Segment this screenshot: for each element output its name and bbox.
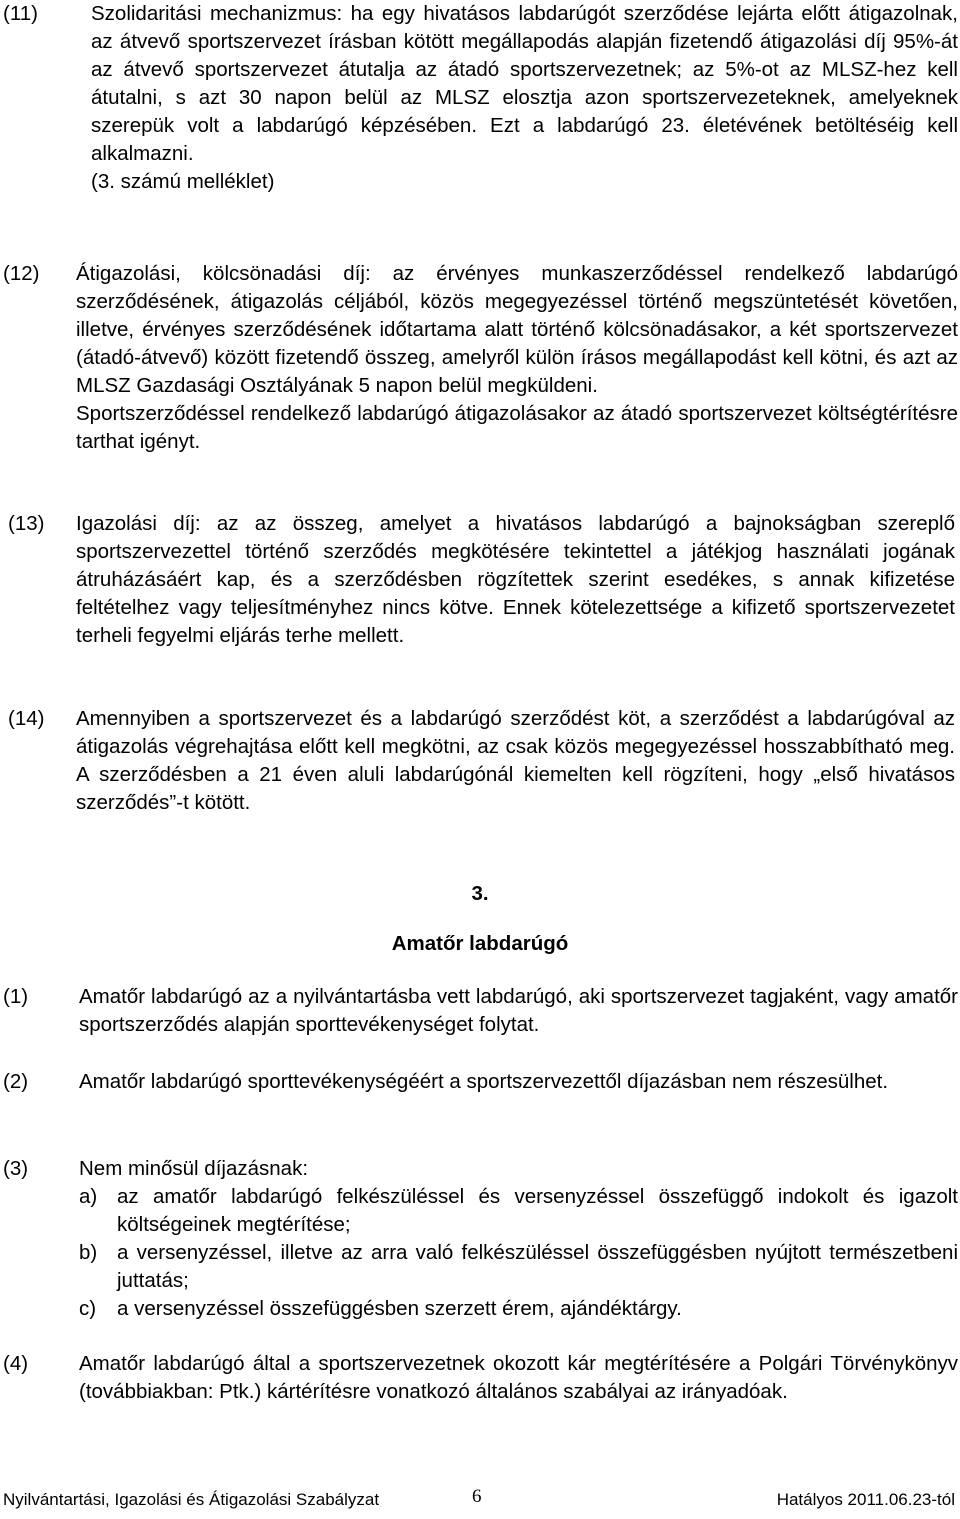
paragraph-text: Igazolási díj: az az összeg, amelyet a hivatásos labdarúgó a bajnokságban szereplő sportszervezettel történő szerződés megkötésére tekintettel a játékjog használati jogának átruházásáért kap, és a szerződésben rögzítettek szerint esedékes, s annak kifizetése feltételhez vagy teljesítményhez nincs kötve. Ennek kötelezettsége a kifizető sportszervezetet terheli fegyelmi eljárás terhe mellett. [76, 512, 955, 647]
list-intro: Nem minősül díjazásnak: [79, 1157, 309, 1180]
reference-note: (3. számú melléklet) [91, 170, 275, 193]
paragraph-number: (4) [3, 1352, 29, 1375]
paragraph-number: (12) [3, 262, 40, 285]
list-item-text: az amatőr labdarúgó felkészüléssel és versenyzéssel összefüggő indokolt és igazolt költségeinek megtérítése; [117, 1185, 958, 1236]
section-title: Amatőr labdarúgó [391, 932, 569, 955]
paragraph-number: (3) [3, 1157, 29, 1180]
paragraph-number: (14) [8, 707, 45, 730]
footer-page-number: 6 [472, 1486, 482, 1507]
paragraph-text: Amatőr labdarúgó által a sportszervezetnek okozott kár megtérítésére a Polgári Törvénykönyv (továbbiakban: Ptk.) kártérítésre vonatkozó általános szabályai az irányadóak. [79, 1352, 958, 1403]
paragraph-text: Amatőr labdarúgó az a nyilvántartásba vett labdarúgó, aki sportszervezet tagjaként, vagy amatőr sportszerződés alapján sporttevékenységet folytat. [79, 985, 958, 1036]
list-item [79, 1295, 958, 1323]
footer-effective-date: Hatályos 2011.06.23-tól [776, 1490, 955, 1509]
paragraph-number: (13) [8, 512, 45, 535]
paragraph-text: Amatőr labdarúgó sporttevékenységéért a sportszervezettől díjazásban nem részesülhet. [79, 1070, 889, 1093]
paragraph-text: Amennyiben a sportszervezet és a labdarúgó szerződést köt, a szerződést a labdarúgóval az átigazolás végrehajtása előtt kell megkötni, az csak közös megegyezéssel hosszabbítható meg. A szerződésben a 21 éven aluli labdarúgónál kiemelten kell rögzíteni, hogy „első hivatásos szerződés”-t kötött. [76, 707, 955, 814]
list-item-text: a versenyzéssel, illetve az arra való felkészüléssel összefüggésben nyújtott természetbeni juttatás; [117, 1241, 958, 1292]
paragraph-number: (1) [3, 985, 29, 1008]
footer-document-title: Nyilvántartási, Igazolási és Átigazolási Szabályzat [3, 1490, 380, 1509]
section-number: 3. [471, 882, 489, 905]
list-item [79, 1239, 958, 1295]
paragraph-text: Átigazolási, kölcsönadási díj: az érvényes munkaszerződéssel rendelkező labdarúgó szerződésének, átigazolás céljából, közös megegyezéssel történő megszüntetését követően, illetve, érvényes szerződésének időtartama alatt történő kölcsönadásakor, a két sportszervezet (átadó-átvevő) között fizetendő összeg, amelyről külön írásos megállapodást kell kötni, és azt az MLSZ Gazdasági Osztályának 5 napon belül megküldeni. [76, 262, 958, 397]
paragraph-text: Szolidaritási mechanizmus: ha egy hivatásos labdarúgót szerződése lejárta előtt átigazolnak, az átvevő sportszervezet írásban kötött megállapodás alapján fizetendő átigazolási díj 95%-át az átvevő sportszervezet átutalja az átadó sportszervezetnek; az 5%-ot az MLSZ-hez kell átutalni, s azt 30 napon belül az MLSZ elosztja azon sportszervezeteknek, amelyeknek szerepük volt a labdarúgó képzésében. Ezt a labdarúgó 23. életévének betöltéséig kell alkalmazni. [91, 2, 958, 165]
list-item-letter: b) [79, 1241, 98, 1264]
list-item-text: a versenyzéssel összefüggésben szerzett érem, ajándéktárgy. [117, 1297, 682, 1320]
paragraph-text: Sportszerződéssel rendelkező labdarúgó átigazolásakor az átadó sportszervezet költségtérítésre tarthat igényt. [76, 402, 958, 453]
list-item-letter: a) [79, 1185, 98, 1208]
list-item [79, 1183, 958, 1239]
paragraph-number: (11) [3, 2, 38, 25]
paragraph-number: (2) [3, 1070, 29, 1093]
list-item-letter: c) [79, 1297, 97, 1320]
